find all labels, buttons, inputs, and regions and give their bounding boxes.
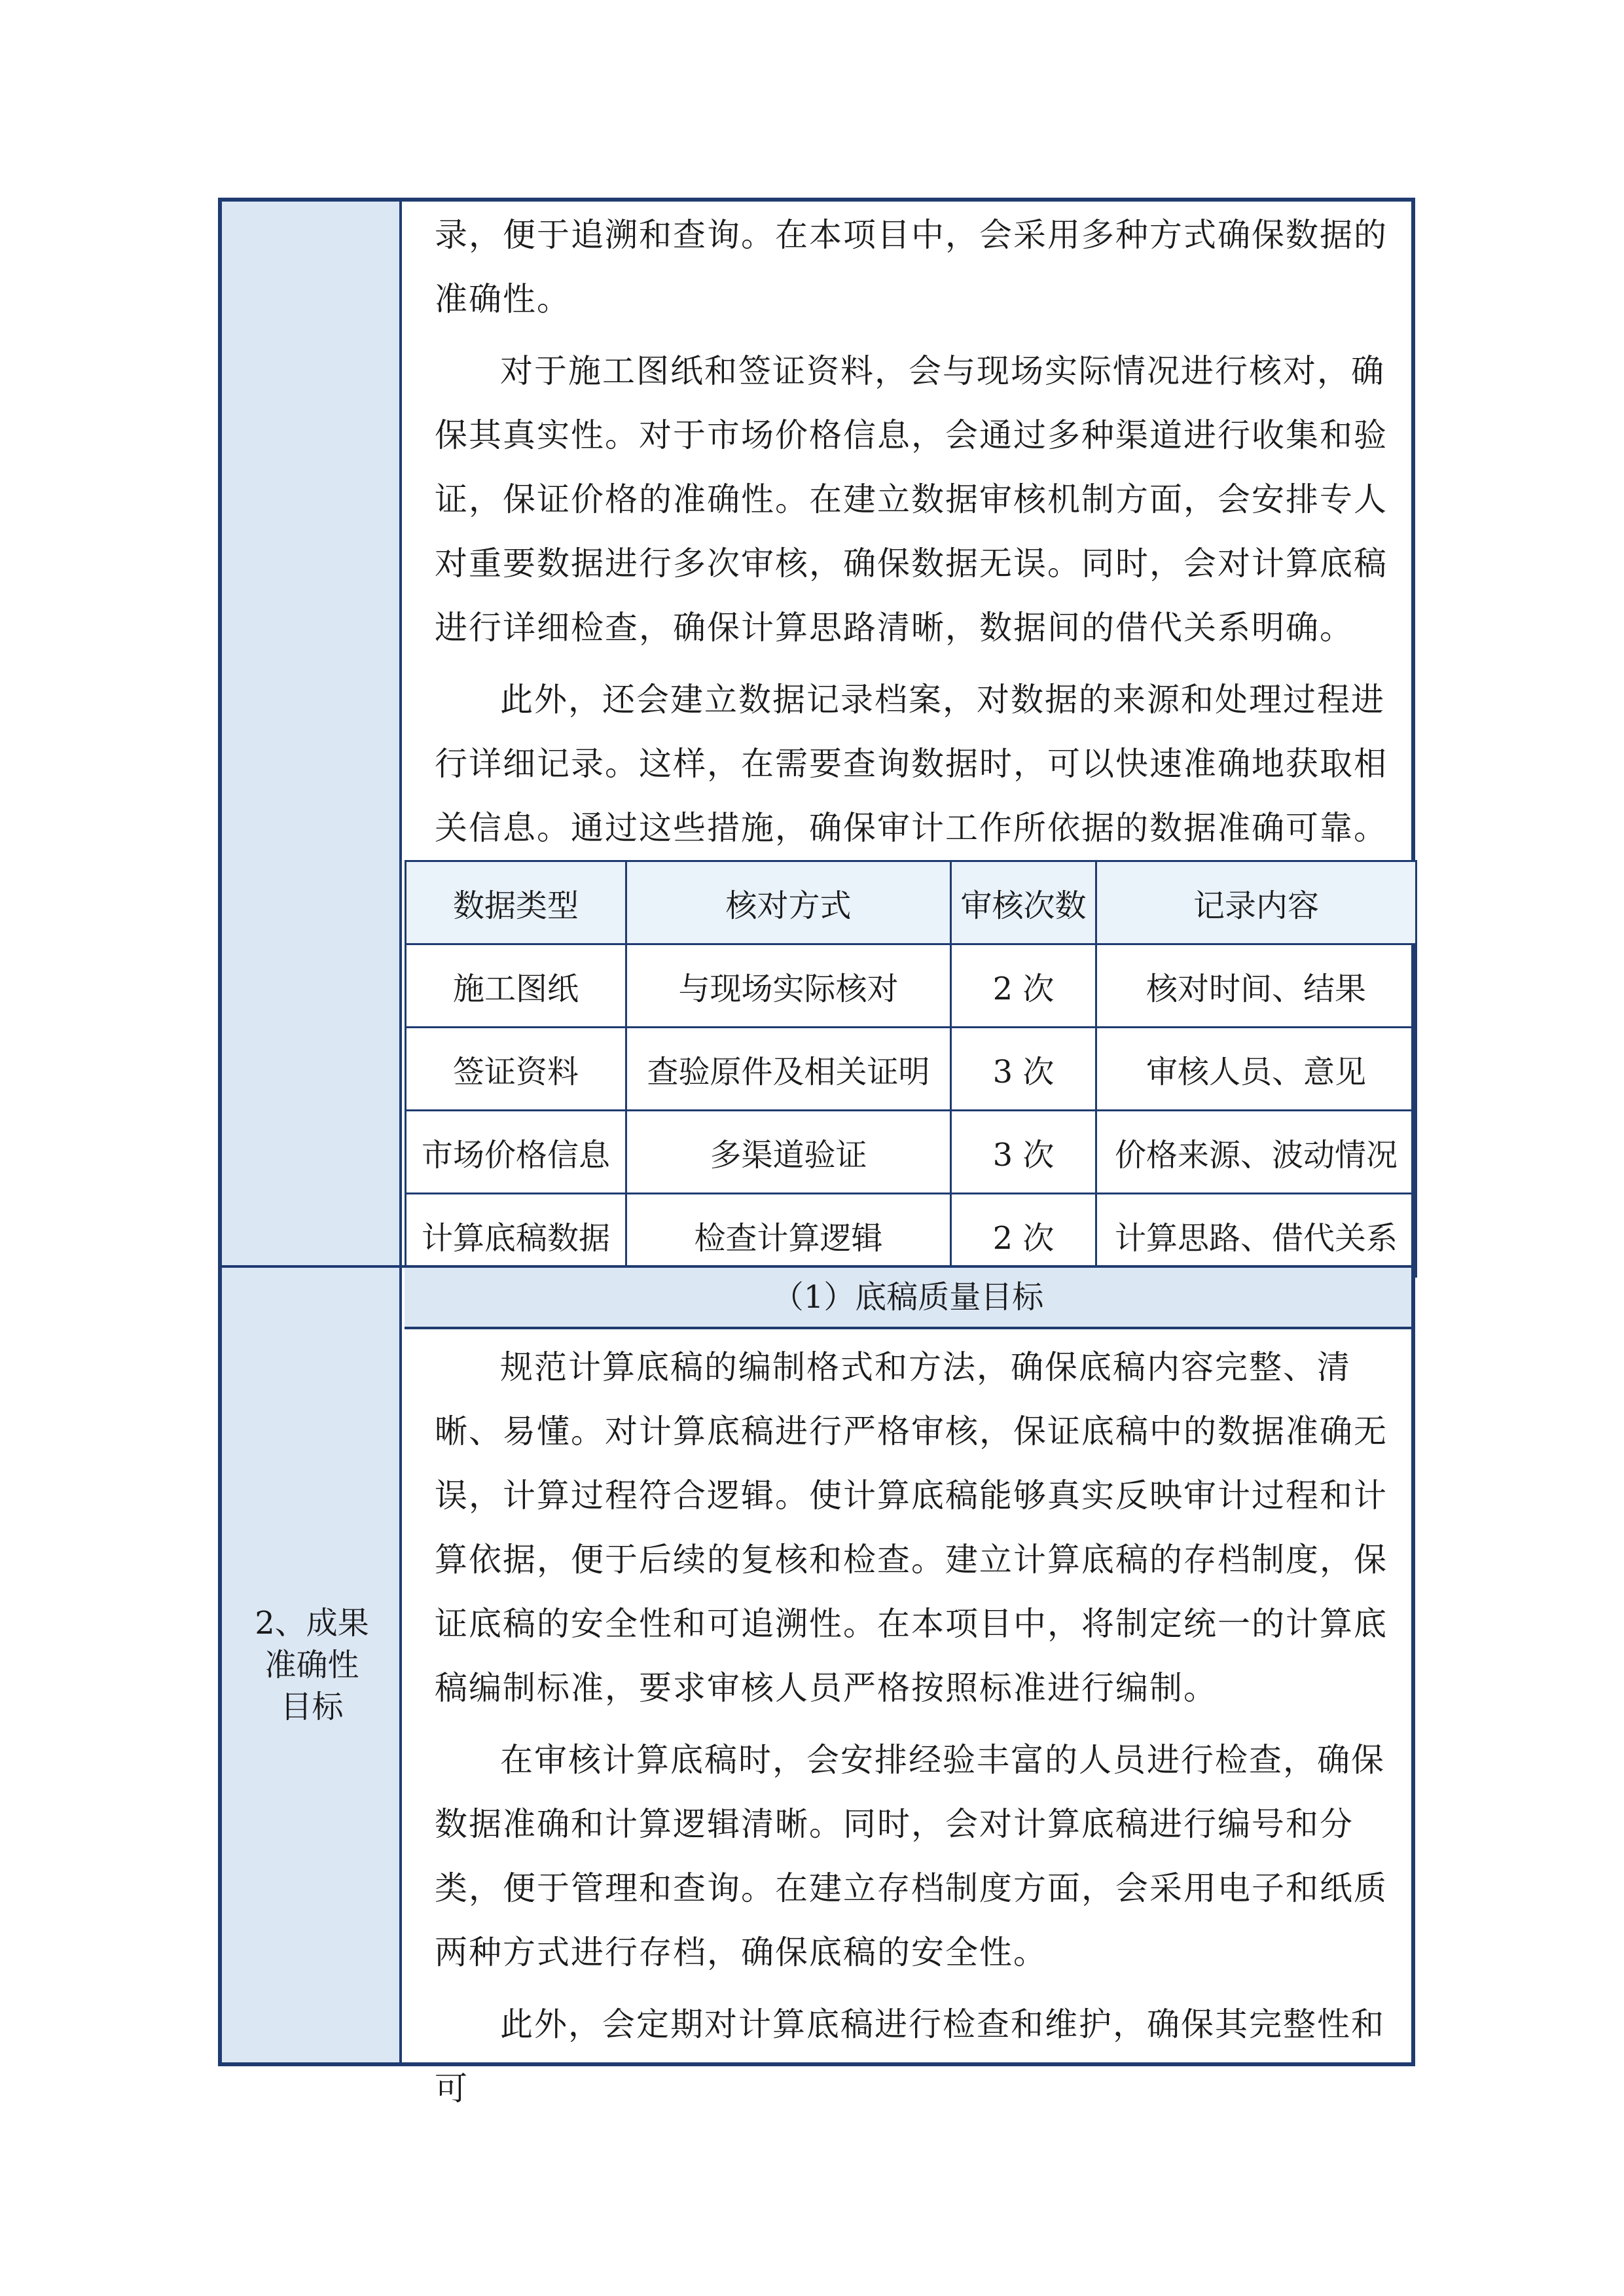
- paragraph: 此外，会定期对计算底稿进行检查和维护，确保其完整性和可: [435, 2005, 1385, 2108]
- table-cell: 计算思路、借代关系: [1096, 1194, 1416, 1277]
- table-cell: 3 次: [951, 1028, 1096, 1111]
- table-row: [406, 944, 1416, 1028]
- paragraph: 对于施工图纸和签证资料，会与现场实际情况进行核对，确保其真实性。对于市场价格信息，会通过多种渠道进行收集和验证，保证价格的准确性。在建立数据审核机制方面，会安排专人对重要数据进行多次审核，确保数据无误。同时，会对计算底稿进行详细检查，确保计算思路清晰，数据间的借代关系明确。: [435, 352, 1388, 647]
- paragraph: 此外，还会建立数据记录档案，对数据的来源和处理过程进行详细记录。这样，在需要查询数据时，可以快速准确地获取相关信息。通过这些措施，确保审计工作所依据的数据准确可靠。: [435, 681, 1388, 847]
- table-cell: 检查计算逻辑: [626, 1194, 951, 1277]
- paragraph: 规范计算底稿的编制格式和方法，确保底稿内容完整、清晰、易懂。对计算底稿进行严格审核，保证底稿中的数据准确无误，计算过程符合逻辑。使计算底稿能够真实反映审计过程和计算依据，便于后续的复核和检查。建立计算底稿的存档制度，保证底稿的安全性和可追溯性。在本项目中，将制定统一的计算底稿编制标准，要求审核人员严格按照标准进行编制。: [435, 1348, 1388, 1707]
- table-cell: 价格来源、波动情况: [1096, 1111, 1416, 1194]
- paragraph: 录，便于追溯和查询。在本项目中，会采用多种方式确保数据的准确性。: [435, 216, 1388, 318]
- table-row: [406, 1194, 1416, 1277]
- draft-quality-text: [405, 1335, 1411, 2121]
- section-title: （1）底稿质量目标: [405, 1268, 1411, 1329]
- content-column: [405, 202, 1411, 2108]
- label-column: [222, 202, 402, 2062]
- header-cell: 核对方式: [626, 861, 951, 944]
- table-cell: 3 次: [951, 1111, 1096, 1194]
- table-cell: 与现场实际核对: [626, 944, 951, 1028]
- header-cell: 审核次数: [951, 861, 1096, 944]
- table-row: [406, 1028, 1416, 1111]
- row-label-accuracy-goal: [222, 1602, 402, 1728]
- paragraph: 在审核计算底稿时，会安排经验丰富的人员进行检查，确保数据准确和计算逻辑清晰。同时，会对计算底稿进行编号和分类，便于管理和查询。在建立存档制度方面，会采用电子和纸质两种方式进行存档，确保底稿的安全性。: [435, 1741, 1388, 1971]
- data-check-table: [405, 860, 1417, 1278]
- label-line: 目标: [280, 1689, 344, 1725]
- header-cell: 数据类型: [406, 861, 626, 944]
- table-cell: 2 次: [951, 1194, 1096, 1277]
- label-line: 准确性: [264, 1647, 359, 1683]
- table-cell: 市场价格信息: [406, 1111, 626, 1194]
- label-line: 2、成果: [255, 1605, 369, 1641]
- table-header-row: [406, 861, 1416, 944]
- table-cell: 多渠道验证: [626, 1111, 951, 1194]
- table-cell: 核对时间、结果: [1096, 944, 1416, 1028]
- table-cell: 签证资料: [406, 1028, 626, 1111]
- table-cell: 查验原件及相关证明: [626, 1028, 951, 1111]
- table-cell: 审核人员、意见: [1096, 1028, 1416, 1111]
- table-cell: 施工图纸: [406, 944, 626, 1028]
- header-cell: 记录内容: [1096, 861, 1416, 944]
- table-cell: 计算底稿数据: [406, 1194, 626, 1277]
- content-table-frame: [218, 198, 1415, 2108]
- table-row: [406, 1111, 1416, 1194]
- table-cell: 2 次: [951, 944, 1096, 1028]
- data-verification-text: [405, 202, 1411, 860]
